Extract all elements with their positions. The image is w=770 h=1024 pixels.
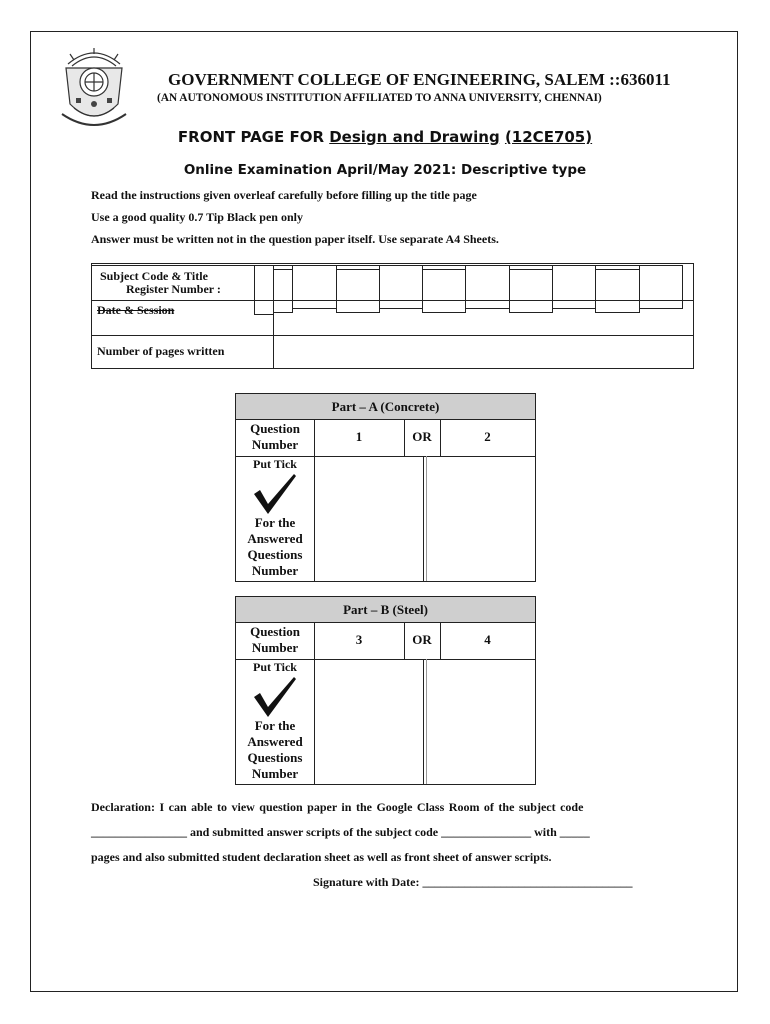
- put-tick-label: Put Tick: [253, 457, 297, 471]
- question-number-label: Question Number: [250, 421, 300, 452]
- pages-written-label: Number of pages written: [97, 344, 225, 358]
- answered-questions-label: For the Answered Questions Number: [247, 515, 303, 578]
- tick-box-q2[interactable]: [427, 457, 535, 581]
- register-number-label: Register Number :: [126, 282, 221, 296]
- part-b-title: Part – B (Steel): [236, 597, 535, 623]
- tick-box-q1[interactable]: [315, 457, 423, 581]
- part-a-title: Part – A (Concrete): [236, 394, 535, 420]
- date-session-label: Date & Session: [97, 303, 175, 317]
- declaration-line-1: Declaration: I can able to view question paper in the Google Class Room of the subject code: [91, 800, 584, 814]
- question-number-label: Question Number: [250, 624, 300, 655]
- tick-box-q4[interactable]: [427, 660, 535, 784]
- question-3: 3: [355, 632, 363, 647]
- question-1: 1: [355, 429, 363, 444]
- answered-questions-label: For the Answered Questions Number: [247, 718, 303, 781]
- part-b-table: [235, 596, 536, 785]
- or-label: OR: [412, 632, 432, 647]
- question-4: 4: [484, 632, 491, 647]
- front-page-title: [0, 128, 770, 146]
- declaration-line-3: pages and also submitted student declaration sheet as well as front sheet of answer scripts.: [91, 850, 552, 864]
- instruction-1: Read the instructions given overleaf carefully before filling up the title page: [91, 188, 477, 202]
- front-prefix: FRONT PAGE FOR: [177, 128, 330, 146]
- tick-mark-icon: [252, 675, 298, 719]
- exam-title: Online Examination April/May 2021: Descriptive type: [183, 162, 587, 178]
- college-affiliation: (AN AUTONOMOUS INSTITUTION AFFILIATED TO ANNA UNIVERSITY, CHENNAI): [157, 92, 602, 104]
- college-emblem-icon: [58, 44, 130, 130]
- question-2: 2: [484, 429, 491, 444]
- college-name: GOVERNMENT COLLEGE OF ENGINEERING, SALEM ::636011: [168, 70, 671, 89]
- tick-box-q3[interactable]: [315, 660, 423, 784]
- subject-code-title-label: Subject Code & Title: [100, 269, 208, 283]
- tick-mark-icon: [252, 472, 298, 516]
- signature-line: Signature with Date: ___________________________________: [313, 875, 633, 889]
- or-label: OR: [412, 429, 432, 444]
- instruction-3: Answer must be written not in the question paper itself. Use separate A4 Sheets.: [91, 232, 499, 246]
- subject-name: Design and Drawing: [329, 128, 500, 146]
- declaration-line-2: ________________ and submitted answer scripts of the subject code _______________ with _____: [91, 825, 590, 839]
- subject-code: (12CE705): [504, 128, 593, 146]
- instruction-2: Use a good quality 0.7 Tip Black pen only: [91, 210, 303, 224]
- part-a-table: [235, 393, 536, 582]
- student-info-table: [91, 263, 694, 369]
- put-tick-label: Put Tick: [253, 660, 297, 674]
